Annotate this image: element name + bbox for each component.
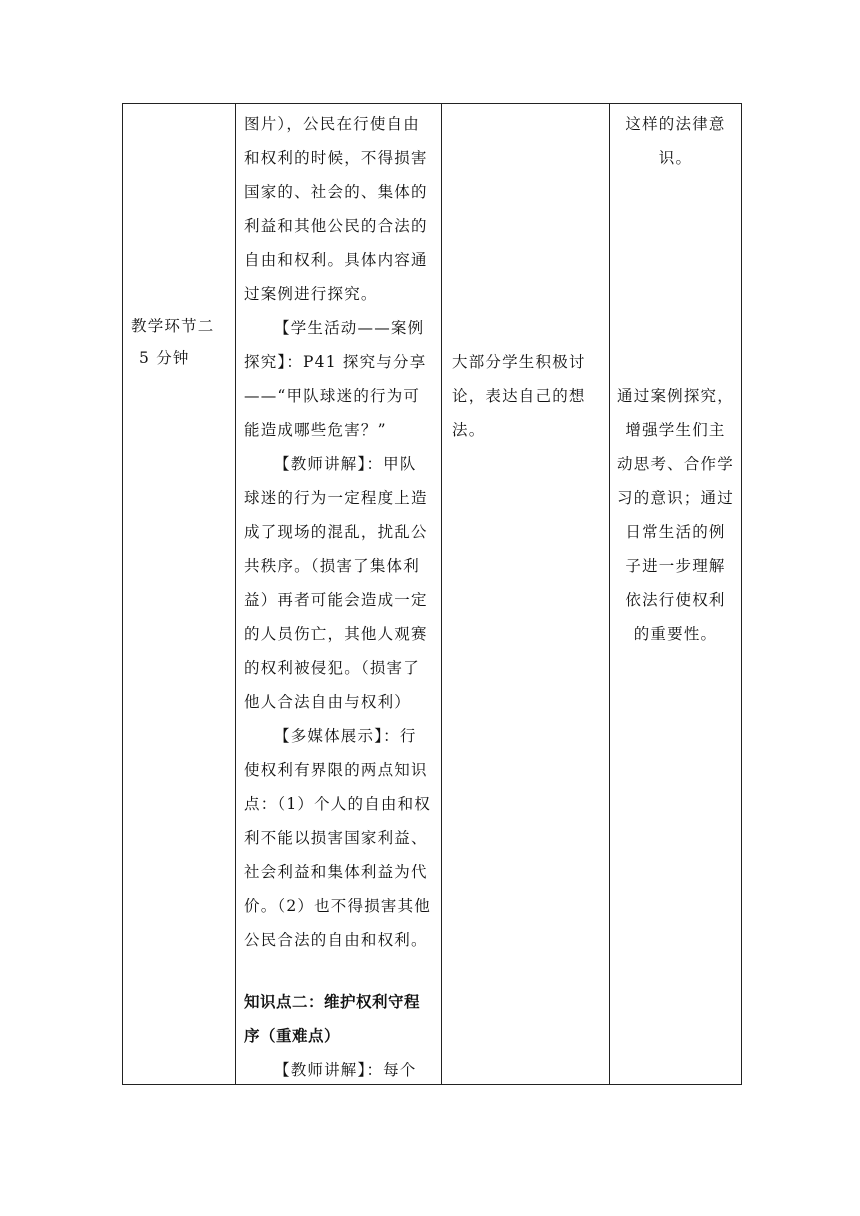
content-line: 益）再者可能会造成一定 bbox=[244, 591, 428, 609]
content-line: 的人员伤亡，其他人观赛 bbox=[244, 625, 428, 643]
lesson-plan-table bbox=[122, 103, 742, 1085]
content-line: 点：（1）个人的自由和权 bbox=[244, 795, 432, 813]
content-line: 利不能以损害国家利益、 bbox=[244, 829, 428, 847]
content-line: 过案例进行探究。 bbox=[244, 285, 378, 303]
content-line: ——“甲队球迷的行为可 bbox=[244, 387, 421, 405]
student-line: 大部分学生积极讨 bbox=[452, 353, 586, 371]
intent-line: 日常生活的例 bbox=[625, 523, 726, 541]
content-line: 社会利益和集体利益为代 bbox=[244, 863, 428, 881]
content-line: 国家的、社会的、集体的 bbox=[244, 183, 428, 201]
intent-line: 子进一步理解 bbox=[625, 557, 726, 575]
segment-cell bbox=[123, 104, 235, 1084]
content-line: 和权利的时候，不得损害 bbox=[244, 149, 428, 167]
intent-line: 习的意识；通过 bbox=[617, 489, 734, 507]
content-line: 自由和权利。具体内容通 bbox=[244, 251, 428, 269]
student-line: 论，表达自己的想 bbox=[452, 387, 586, 405]
content-cell bbox=[236, 104, 441, 1084]
content-line: 能造成哪些危害？” bbox=[244, 421, 387, 439]
content-line: 的权利被侵犯。（损害了 bbox=[244, 659, 420, 677]
content-line: 利益和其他公民的合法的 bbox=[244, 217, 428, 235]
content-line: 公民合法的自由和权利。 bbox=[244, 931, 428, 949]
content-line: 成了现场的混乱，扰乱公 bbox=[244, 523, 428, 541]
intent-line: 识。 bbox=[658, 149, 693, 167]
student-line: 法。 bbox=[452, 421, 486, 439]
intent-line: 的重要性。 bbox=[633, 625, 718, 643]
intent-line: 增强学生们主 bbox=[625, 421, 726, 439]
content-line: 共秩序。（损害了集体利 bbox=[244, 557, 420, 575]
content-line: 探究】：P41 探究与分享 bbox=[244, 353, 427, 371]
intent-line: 这样的法律意 bbox=[625, 115, 726, 133]
segment-duration: 5 分钟 bbox=[139, 349, 190, 367]
design-intent-cell bbox=[610, 104, 741, 1084]
content-line: 他人合法自由与权利） bbox=[244, 693, 412, 711]
intent-line: 动思考、合作学 bbox=[617, 455, 734, 473]
content-line: 【学生活动——案例 bbox=[274, 319, 425, 337]
content-line: 【教师讲解】：甲队 bbox=[274, 455, 417, 473]
content-line: 图片），公民在行使自由 bbox=[244, 115, 420, 133]
content-line: 使权利有界限的两点知识 bbox=[244, 761, 428, 779]
section-heading: 知识点二：维护权利守程 bbox=[244, 993, 421, 1011]
content-line: 【多媒体展示】：行 bbox=[274, 727, 417, 745]
student-activity-cell bbox=[442, 104, 609, 1084]
content-line: 【教师讲解】：每个 bbox=[274, 1061, 417, 1079]
intent-line: 依法行使权利 bbox=[625, 591, 726, 609]
intent-line: 通过案例探究， bbox=[617, 387, 734, 405]
segment-label: 教学环节二 bbox=[131, 317, 215, 335]
section-heading: 序（重难点） bbox=[244, 1027, 341, 1045]
content-line: 球迷的行为一定程度上造 bbox=[244, 489, 428, 507]
content-line: 价。（2）也不得损害其他 bbox=[244, 897, 432, 915]
